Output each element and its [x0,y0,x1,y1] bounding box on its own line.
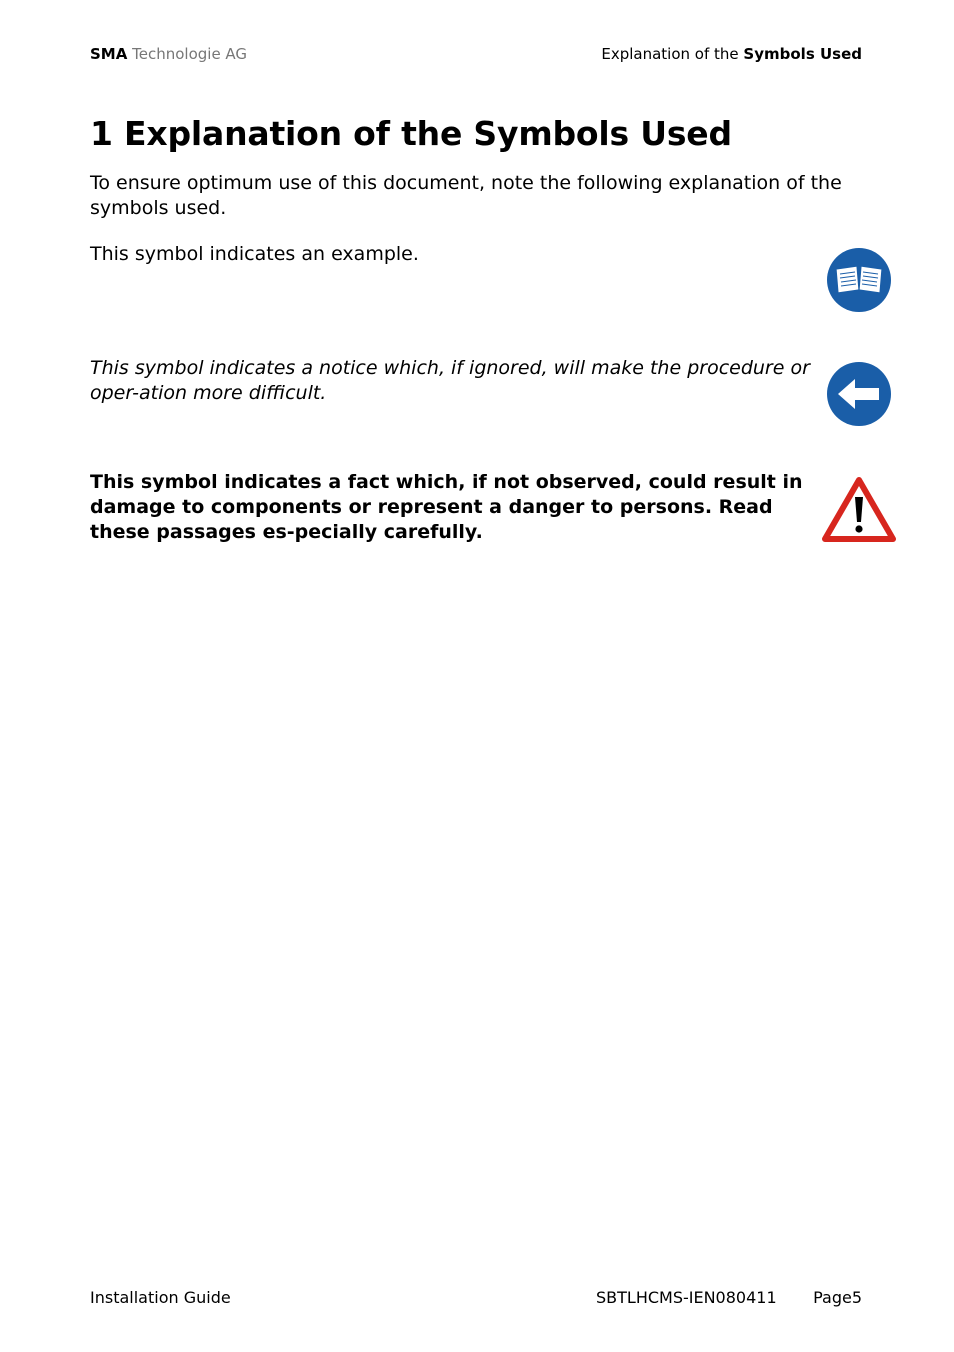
footer-document-id: SBTLHCMS-IEN080411 [596,1288,777,1307]
example-symbol-text: This symbol indicates an example. [90,243,419,265]
book-icon [826,247,892,313]
page-header-left [90,45,247,63]
notice-symbol-text: This symbol indicates a notice which, if ignored, will make the procedure or oper-ation more difficult. [90,357,810,404]
company-name: Technologie AG [132,45,248,63]
page-header-right [601,45,862,63]
section-prefix: Explanation of the [601,45,739,63]
intro-paragraph: To ensure optimum use of this document, note the following explanation of the symbols used. [90,172,842,219]
page-title: 1 Explanation of the Symbols Used [90,114,732,153]
footer-page-number: Page5 [813,1288,862,1307]
section-strong: Symbols Used [743,45,862,63]
footer-guide-title: Installation Guide [90,1288,231,1307]
warning-triangle-icon [821,475,897,543]
brand-name: SMA [90,45,128,63]
arrow-left-icon [826,361,892,427]
danger-symbol-text: This symbol indicates a fact which, if not observed, could result in damage to components or represent a danger to persons. Read these passages es-pecially carefully. [90,471,803,543]
